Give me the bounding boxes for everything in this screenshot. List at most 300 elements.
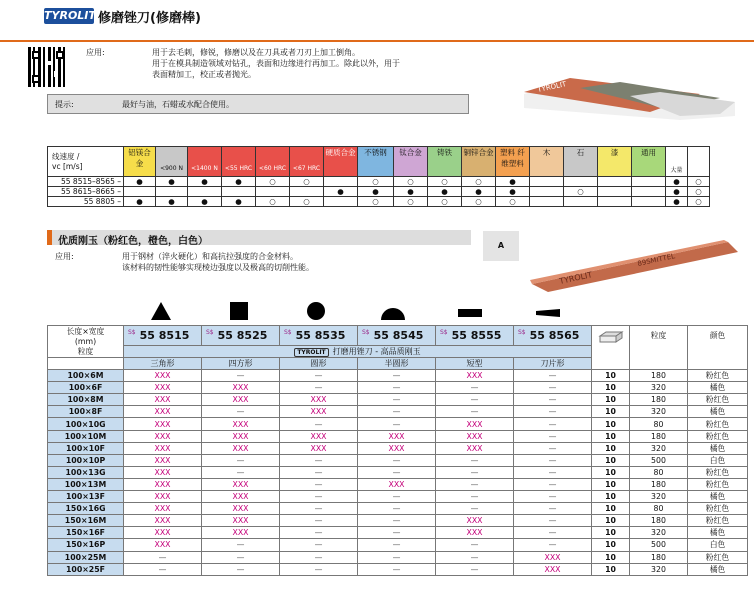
availability-cell: — bbox=[514, 478, 592, 490]
size-header-label: 长度×宽度 bbox=[66, 327, 105, 336]
speed-cell bbox=[324, 177, 358, 187]
speed-cell: ○ bbox=[358, 197, 394, 207]
speed-header bbox=[48, 147, 124, 177]
availability-cell: XXX bbox=[124, 539, 202, 551]
table-row bbox=[48, 430, 748, 442]
speed-col-label: 硬质合金 bbox=[325, 148, 356, 157]
svg-text:TYROLIT: TYROLIT bbox=[558, 270, 594, 286]
size-cell: 100×6F bbox=[48, 382, 124, 394]
speed-cell: ● bbox=[462, 187, 496, 197]
speed-col-label: 塑料 纤维塑料 bbox=[500, 148, 525, 168]
spec-icon: S$ bbox=[206, 328, 214, 336]
availability-cell: — bbox=[202, 551, 280, 563]
availability-cell: — bbox=[202, 539, 280, 551]
grade-badge: A bbox=[483, 231, 519, 261]
availability-cell: XXX bbox=[202, 382, 280, 394]
product-code: 55 8535 bbox=[295, 328, 346, 342]
pack-qty-cell: 10 bbox=[592, 418, 630, 430]
table-row bbox=[48, 563, 748, 575]
size-cell: 100×10F bbox=[48, 442, 124, 454]
color-cell: 粉红色 bbox=[688, 551, 748, 563]
product-code-header bbox=[202, 326, 280, 346]
half-circle-icon bbox=[380, 305, 406, 321]
availability-cell: XXX bbox=[202, 478, 280, 490]
speed-cell bbox=[188, 187, 222, 197]
speed-col-label: 铸铁 bbox=[437, 148, 452, 157]
color-cell: 粉红色 bbox=[688, 478, 748, 490]
availability-cell: XXX bbox=[124, 418, 202, 430]
color-cell: 粉红色 bbox=[688, 394, 748, 406]
application-line: 用于钢材（淬火硬化）和高抗拉强度的合金材料。 bbox=[122, 252, 298, 261]
availability-cell: XXX bbox=[124, 515, 202, 527]
availability-cell: XXX bbox=[358, 442, 436, 454]
availability-cell: — bbox=[514, 418, 592, 430]
color-cell: 橘色 bbox=[688, 527, 748, 539]
grain-cell: 320 bbox=[630, 527, 688, 539]
color-cell: 白色 bbox=[688, 539, 748, 551]
speed-cell bbox=[324, 197, 358, 207]
speed-cell bbox=[564, 177, 598, 187]
speed-row bbox=[48, 177, 710, 187]
speed-cell bbox=[632, 187, 666, 197]
availability-cell: XXX bbox=[124, 394, 202, 406]
speed-col-label: 钛合金 bbox=[399, 148, 422, 157]
availability-cell: XXX bbox=[202, 503, 280, 515]
speed-col bbox=[496, 147, 530, 177]
speed-col bbox=[428, 147, 462, 177]
speed-cell: ○ bbox=[462, 177, 496, 187]
size-cell: 150×16G bbox=[48, 503, 124, 515]
availability-cell: — bbox=[436, 382, 514, 394]
pack-qty-cell: 10 bbox=[592, 394, 630, 406]
availability-cell: — bbox=[280, 527, 358, 539]
table-row bbox=[48, 406, 748, 418]
availability-cell: — bbox=[514, 466, 592, 478]
size-cell: 100×25F bbox=[48, 563, 124, 575]
speed-cell: ● bbox=[394, 187, 428, 197]
square-icon bbox=[229, 301, 249, 321]
availability-cell: — bbox=[436, 466, 514, 478]
speed-cell: ○ bbox=[428, 197, 462, 207]
speed-cell bbox=[156, 187, 188, 197]
grain-cell: 320 bbox=[630, 491, 688, 503]
table-row bbox=[48, 527, 748, 539]
speed-cell: ● bbox=[156, 177, 188, 187]
grain-header: 粒度 bbox=[630, 326, 688, 370]
shape-label: 三角形 bbox=[124, 358, 202, 370]
grain-cell: 320 bbox=[630, 442, 688, 454]
speed-col-label: <60 HRC bbox=[258, 165, 287, 172]
shape-label: 短型 bbox=[436, 358, 514, 370]
availability-cell: XXX bbox=[124, 478, 202, 490]
shape-label: 四方形 bbox=[202, 358, 280, 370]
availability-cell: XXX bbox=[436, 430, 514, 442]
grain-cell: 180 bbox=[630, 430, 688, 442]
availability-cell: XXX bbox=[202, 418, 280, 430]
speed-col bbox=[666, 147, 688, 177]
table-row bbox=[48, 370, 748, 382]
pack-qty-cell: 10 bbox=[592, 527, 630, 539]
speed-col bbox=[632, 147, 666, 177]
availability-cell: XXX bbox=[436, 418, 514, 430]
speed-cell: ● bbox=[188, 177, 222, 187]
availability-cell: — bbox=[358, 551, 436, 563]
color-cell: 粉红色 bbox=[688, 503, 748, 515]
speed-cell: ● bbox=[358, 187, 394, 197]
availability-cell: — bbox=[202, 454, 280, 466]
availability-cell: — bbox=[514, 370, 592, 382]
grain-cell: 80 bbox=[630, 466, 688, 478]
product-table bbox=[47, 325, 748, 576]
availability-cell: — bbox=[514, 430, 592, 442]
grain-cell: 500 bbox=[630, 454, 688, 466]
tip-label: 提示: bbox=[55, 100, 74, 109]
availability-cell: — bbox=[514, 527, 592, 539]
speed-cell: ● bbox=[428, 187, 462, 197]
spec-icon: S$ bbox=[284, 328, 292, 336]
size-cell: 100×13G bbox=[48, 466, 124, 478]
table-row bbox=[48, 382, 748, 394]
color-cell: 白色 bbox=[688, 454, 748, 466]
speed-col bbox=[124, 147, 156, 177]
speed-col bbox=[530, 147, 564, 177]
package-icon bbox=[598, 330, 624, 344]
speed-col-label: <1400 N bbox=[191, 165, 218, 172]
availability-cell: — bbox=[280, 454, 358, 466]
availability-cell: XXX bbox=[280, 394, 358, 406]
speed-col-label: <900 N bbox=[160, 165, 183, 172]
size-header-grain: 粒度 bbox=[77, 347, 94, 356]
size-cell: 100×6M bbox=[48, 370, 124, 382]
speed-cell: ○ bbox=[256, 197, 290, 207]
svg-text:89SMITTEL: 89SMITTEL bbox=[636, 252, 676, 268]
table-row bbox=[48, 539, 748, 551]
table-row bbox=[48, 551, 748, 563]
table-subtitle bbox=[124, 345, 592, 357]
grain-cell: 80 bbox=[630, 503, 688, 515]
speed-col bbox=[358, 147, 394, 177]
size-header-unit: (mm) bbox=[74, 337, 97, 346]
availability-cell: XXX bbox=[124, 370, 202, 382]
speed-cell: ● bbox=[124, 177, 156, 187]
availability-cell: — bbox=[514, 539, 592, 551]
flat-bar-icon bbox=[458, 309, 482, 317]
page-title: 修磨锉刀(修磨棒) bbox=[98, 11, 201, 26]
speed-row-id: 55 8805 – bbox=[48, 197, 124, 207]
size-cell: 100×13M bbox=[48, 478, 124, 490]
availability-cell: — bbox=[514, 454, 592, 466]
table-row bbox=[48, 478, 748, 490]
size-cell: 150×16P bbox=[48, 539, 124, 551]
availability-cell: XXX bbox=[202, 527, 280, 539]
speed-cell bbox=[598, 177, 632, 187]
availability-cell: XXX bbox=[124, 466, 202, 478]
speed-row-id: 55 8515–8565 – bbox=[48, 177, 124, 187]
circle-icon bbox=[306, 301, 326, 321]
pack-qty-cell: 10 bbox=[592, 503, 630, 515]
speed-cell bbox=[632, 197, 666, 207]
availability-cell: XXX bbox=[358, 430, 436, 442]
pack-qty-cell: 10 bbox=[592, 515, 630, 527]
shape-label: 圆形 bbox=[280, 358, 358, 370]
speed-cell: ● bbox=[156, 197, 188, 207]
table-row bbox=[48, 454, 748, 466]
speed-col-label: 通用 bbox=[641, 148, 656, 157]
product-code: 55 8525 bbox=[217, 328, 268, 342]
tip-text: 最好与油，石蜡或水配合使用。 bbox=[122, 100, 234, 109]
availability-cell: — bbox=[280, 382, 358, 394]
availability-cell: XXX bbox=[202, 515, 280, 527]
usage-label: 应用: bbox=[86, 48, 105, 57]
availability-cell: — bbox=[358, 491, 436, 503]
product-code-header bbox=[124, 326, 202, 346]
speed-cell: ○ bbox=[394, 197, 428, 207]
speed-col-label: 漆 bbox=[610, 148, 619, 157]
availability-cell: XXX bbox=[436, 442, 514, 454]
pack-qty-cell: 10 bbox=[592, 478, 630, 490]
availability-cell: — bbox=[202, 466, 280, 478]
color-cell: 橘色 bbox=[688, 442, 748, 454]
color-cell: 粉红色 bbox=[688, 418, 748, 430]
speed-cell: ○ bbox=[290, 177, 324, 187]
speed-cell: ● bbox=[496, 187, 530, 197]
speed-header-label: 线速度 / bbox=[52, 152, 80, 161]
availability-cell: — bbox=[280, 491, 358, 503]
tyrolit-logo: TYROLIT bbox=[44, 9, 96, 22]
size-cell: 100×8F bbox=[48, 406, 124, 418]
speed-table bbox=[47, 146, 710, 207]
speed-col bbox=[290, 147, 324, 177]
table-row bbox=[48, 491, 748, 503]
pack-qty-cell: 10 bbox=[592, 406, 630, 418]
speed-col-label: 铝镁合金 bbox=[128, 148, 151, 168]
usage-line: 用于在模具制造领域对钻孔，表面和边缘进行再加工。除此以外，用于 bbox=[152, 59, 400, 68]
speed-cell: ○ bbox=[688, 187, 710, 197]
grain-cell: 320 bbox=[630, 563, 688, 575]
availability-cell: — bbox=[280, 515, 358, 527]
pack-qty-cell: 10 bbox=[592, 563, 630, 575]
speed-cell bbox=[222, 187, 256, 197]
availability-cell: XXX bbox=[124, 382, 202, 394]
size-header-spacer bbox=[48, 358, 124, 370]
tyrolit-logo: TYROLIT bbox=[294, 348, 328, 357]
speed-cell: ○ bbox=[496, 197, 530, 207]
knife-shape-icon bbox=[536, 309, 560, 317]
speed-row bbox=[48, 187, 710, 197]
availability-cell: XXX bbox=[280, 430, 358, 442]
speed-col-label: 木 bbox=[542, 148, 551, 157]
qr-code-icon[interactable] bbox=[28, 47, 68, 87]
color-cell: 粉红色 bbox=[688, 370, 748, 382]
availability-cell: XXX bbox=[124, 454, 202, 466]
tip-box bbox=[47, 94, 469, 114]
usage-line: 用于去毛刺，修锐，修磨以及在刀具或者刀刃上加工倒角。 bbox=[152, 48, 360, 57]
speed-cell: ○ bbox=[688, 197, 710, 207]
speed-col bbox=[394, 147, 428, 177]
spec-icon: S$ bbox=[518, 328, 526, 336]
speed-row-id: 55 8615–8665 – bbox=[48, 187, 124, 197]
availability-cell: — bbox=[280, 418, 358, 430]
availability-cell: — bbox=[358, 503, 436, 515]
availability-cell: XXX bbox=[280, 406, 358, 418]
availability-cell: — bbox=[358, 418, 436, 430]
pack-qty-cell: 10 bbox=[592, 454, 630, 466]
spec-icon: S$ bbox=[362, 328, 370, 336]
color-header: 颜色 bbox=[688, 326, 748, 370]
availability-cell: XXX bbox=[124, 503, 202, 515]
grain-cell: 80 bbox=[630, 418, 688, 430]
availability-cell: — bbox=[280, 563, 358, 575]
grain-cell: 320 bbox=[630, 382, 688, 394]
speed-cell: ○ bbox=[428, 177, 462, 187]
availability-cell: — bbox=[124, 551, 202, 563]
product-code: 55 8565 bbox=[529, 328, 580, 342]
speed-row bbox=[48, 197, 710, 207]
product-code-header bbox=[514, 326, 592, 346]
grain-cell: 180 bbox=[630, 515, 688, 527]
availability-cell: — bbox=[358, 406, 436, 418]
availability-cell: — bbox=[514, 442, 592, 454]
color-cell: 粉红色 bbox=[688, 430, 748, 442]
availability-cell: — bbox=[358, 515, 436, 527]
availability-cell: — bbox=[202, 406, 280, 418]
availability-cell: XXX bbox=[202, 491, 280, 503]
grain-cell: 180 bbox=[630, 394, 688, 406]
pack-qty-cell: 10 bbox=[592, 442, 630, 454]
availability-cell: XXX bbox=[514, 563, 592, 575]
grain-cell: 180 bbox=[630, 551, 688, 563]
color-cell: 橘色 bbox=[688, 491, 748, 503]
availability-cell: — bbox=[280, 503, 358, 515]
product-code: 55 8545 bbox=[373, 328, 424, 342]
availability-cell: XXX bbox=[124, 406, 202, 418]
availability-cell: XXX bbox=[124, 491, 202, 503]
speed-cell bbox=[256, 187, 290, 197]
application-text bbox=[122, 251, 314, 273]
availability-cell: — bbox=[280, 539, 358, 551]
size-cell: 100×10G bbox=[48, 418, 124, 430]
speed-cell: ● bbox=[666, 197, 688, 207]
availability-cell: — bbox=[514, 406, 592, 418]
table-row bbox=[48, 418, 748, 430]
speed-col bbox=[324, 147, 358, 177]
product-code-header bbox=[280, 326, 358, 346]
color-cell: 粉红色 bbox=[688, 466, 748, 478]
size-cell: 100×8M bbox=[48, 394, 124, 406]
availability-cell: — bbox=[202, 563, 280, 575]
availability-cell: — bbox=[436, 406, 514, 418]
availability-cell: — bbox=[436, 478, 514, 490]
availability-cell: XXX bbox=[280, 442, 358, 454]
speed-col bbox=[598, 147, 632, 177]
speed-cell: ○ bbox=[290, 197, 324, 207]
speed-col bbox=[156, 147, 188, 177]
availability-cell: — bbox=[358, 454, 436, 466]
speed-col bbox=[222, 147, 256, 177]
availability-cell: — bbox=[436, 551, 514, 563]
grain-cell: 320 bbox=[630, 406, 688, 418]
speed-cell: ○ bbox=[256, 177, 290, 187]
table-row bbox=[48, 394, 748, 406]
spec-icon: S$ bbox=[128, 328, 136, 336]
table-row bbox=[48, 466, 748, 478]
grain-cell: 500 bbox=[630, 539, 688, 551]
speed-cell: ● bbox=[324, 187, 358, 197]
size-cell: 150×16F bbox=[48, 527, 124, 539]
availability-cell: XXX bbox=[124, 430, 202, 442]
speed-col-label: <55 HRC bbox=[224, 165, 253, 172]
color-cell: 橘色 bbox=[688, 382, 748, 394]
speed-col-label: <67 HRC bbox=[292, 165, 321, 172]
availability-cell: — bbox=[514, 503, 592, 515]
pack-header bbox=[592, 326, 630, 370]
pack-qty-cell: 10 bbox=[592, 466, 630, 478]
application-line: 该材料的韧性能够实现棱边强度以及极高的切削性能。 bbox=[122, 263, 314, 272]
speed-cell bbox=[530, 197, 564, 207]
speed-cell: ● bbox=[496, 177, 530, 187]
speed-col-label: 铜锌合金 bbox=[463, 148, 494, 157]
availability-cell: — bbox=[358, 563, 436, 575]
availability-cell: — bbox=[280, 466, 358, 478]
speed-cell: ○ bbox=[564, 187, 598, 197]
speed-cell bbox=[632, 177, 666, 187]
availability-cell: — bbox=[358, 382, 436, 394]
size-cell: 100×10M bbox=[48, 430, 124, 442]
color-cell: 橘色 bbox=[688, 563, 748, 575]
shape-label: 刀片形 bbox=[514, 358, 592, 370]
pack-qty-cell: 10 bbox=[592, 382, 630, 394]
availability-cell: — bbox=[436, 454, 514, 466]
speed-cell: ● bbox=[222, 177, 256, 187]
availability-cell: XXX bbox=[436, 515, 514, 527]
availability-cell: — bbox=[436, 394, 514, 406]
availability-cell: — bbox=[280, 478, 358, 490]
svg-text:TYROLIT: TYROLIT bbox=[536, 80, 567, 94]
speed-cell bbox=[530, 187, 564, 197]
availability-cell: — bbox=[358, 527, 436, 539]
speed-cell: ● bbox=[666, 177, 688, 187]
speed-cell bbox=[124, 187, 156, 197]
availability-cell: — bbox=[124, 563, 202, 575]
availability-cell: — bbox=[436, 563, 514, 575]
availability-cell: XXX bbox=[202, 430, 280, 442]
corundum-stone-image bbox=[528, 240, 740, 300]
pack-qty-cell: 10 bbox=[592, 551, 630, 563]
product-code-header bbox=[358, 326, 436, 346]
pack-qty-cell: 10 bbox=[592, 491, 630, 503]
speed-cell: ● bbox=[124, 197, 156, 207]
availability-cell: — bbox=[358, 466, 436, 478]
speed-cell bbox=[564, 197, 598, 207]
pack-qty-cell: 10 bbox=[592, 430, 630, 442]
usage-text bbox=[152, 47, 492, 80]
speed-col bbox=[688, 147, 710, 177]
table-row bbox=[48, 503, 748, 515]
table-row bbox=[48, 442, 748, 454]
speed-col-label: 大量 bbox=[670, 167, 683, 174]
availability-cell: XXX bbox=[202, 442, 280, 454]
pack-qty-cell: 10 bbox=[592, 539, 630, 551]
table-row bbox=[48, 515, 748, 527]
speed-col bbox=[462, 147, 496, 177]
size-cell: 100×25M bbox=[48, 551, 124, 563]
availability-cell: — bbox=[280, 370, 358, 382]
speed-cell: ○ bbox=[688, 177, 710, 187]
speed-col bbox=[256, 147, 290, 177]
product-code: 55 8515 bbox=[139, 328, 190, 342]
availability-cell: — bbox=[514, 394, 592, 406]
grain-cell: 180 bbox=[630, 370, 688, 382]
